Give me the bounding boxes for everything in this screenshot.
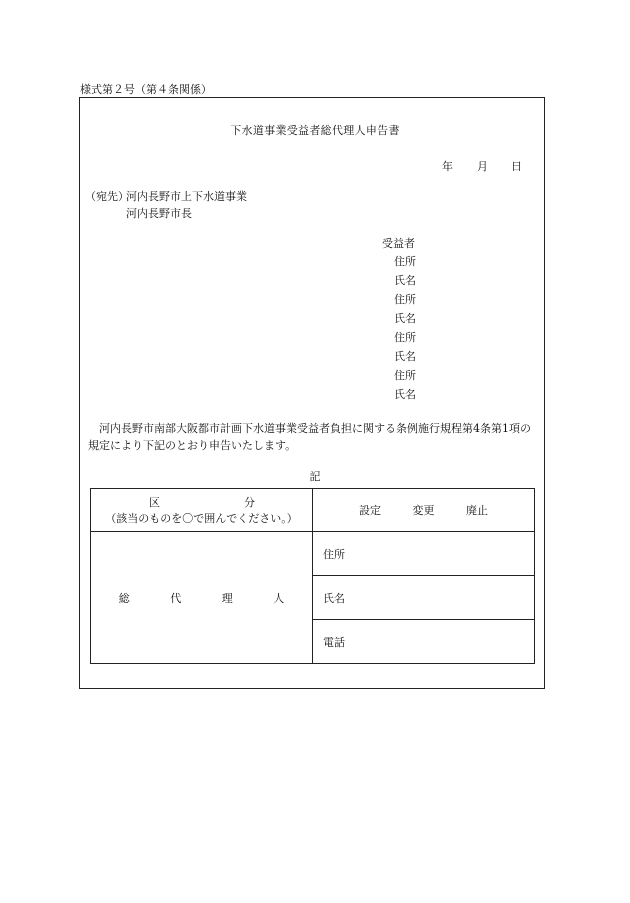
option-establish[interactable]: 設定 [359,504,381,517]
date-month-label: 月 [477,160,488,173]
agent-phone-label: 電話 [323,635,345,649]
document-title: 下水道事業受益者総代理人申告書 [230,124,400,137]
beneficiary-address-label: 住所 [394,293,416,306]
agent-label-char: 総 [118,591,130,605]
option-abolish[interactable]: 廃止 [466,504,488,517]
agent-phone-field[interactable] [313,620,535,664]
beneficiary-address-label: 住所 [394,255,416,268]
category-header-ku: 区 [149,496,160,509]
agent-name-field[interactable] [313,576,535,620]
table-row [91,532,535,576]
beneficiary-name-label: 氏名 [394,312,416,325]
beneficiary-name-label: 氏名 [394,388,416,401]
option-change[interactable]: 変更 [412,504,435,517]
category-header-bun: 分 [244,496,255,509]
agent-name-label: 氏名 [323,591,345,605]
beneficiary-label: 受益者 [382,237,415,250]
agent-address-label: 住所 [323,547,345,561]
agent-address-field[interactable] [313,532,535,576]
category-instruction: （該当のものを〇で囲んでください。） [105,512,298,525]
addressee-line-1: 河内長野市上下水道事業 [126,190,247,203]
declaration-text: 河内長野市南部大阪都市計画下水道事業受益者負担に関する条例施行規程第4条第1項の規定により下記のとおり申告いたします。 [88,422,531,452]
agent-label-char: 理 [221,591,233,605]
beneficiary-name-label: 氏名 [394,350,416,363]
agent-label-char: 人 [273,591,285,605]
beneficiary-address-label: 住所 [394,369,416,382]
date-day-label: 日 [511,160,522,173]
addressee-line-2: 河内長野市長 [126,207,192,220]
addressee-label: （宛先） [85,190,129,203]
category-header-cell [91,489,313,532]
ki-heading: 記 [309,470,321,483]
agent-label [100,592,303,605]
beneficiary-name-label: 氏名 [394,274,416,287]
table-header-row [91,489,535,532]
agent-label-char: 代 [170,591,182,605]
category-header [91,494,312,509]
declaration-table [90,488,535,664]
agent-label-cell [91,532,313,664]
date-year-label: 年 [442,160,453,173]
category-options-cell [313,489,535,532]
form-number-label: 様式第２号（第４条関係） [80,83,212,96]
beneficiary-address-label: 住所 [394,331,416,344]
